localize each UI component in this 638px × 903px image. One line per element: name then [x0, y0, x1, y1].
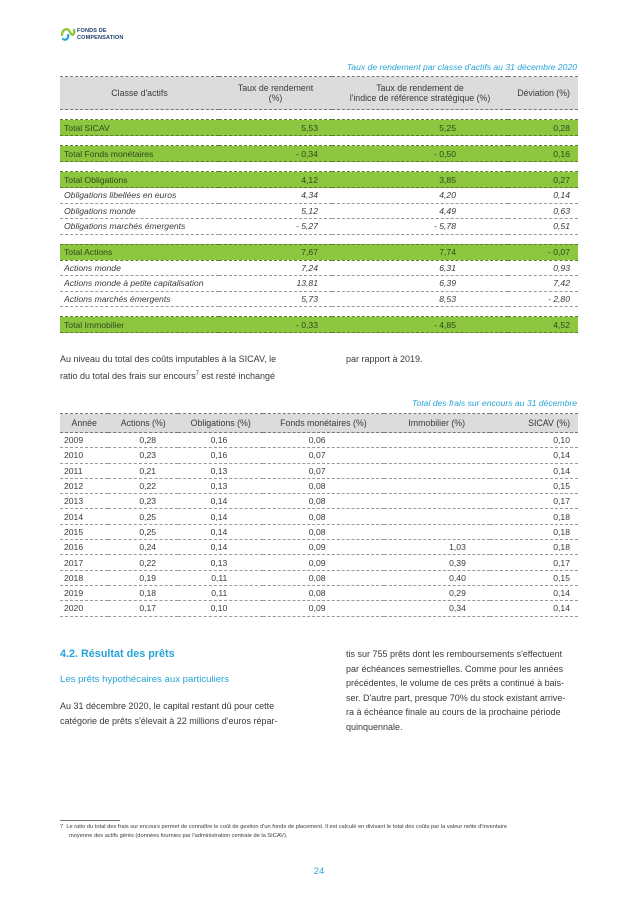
table-row: Total Immobilier - 0,33 - 4,85 4,52 [60, 317, 578, 333]
table2-caption: Total des frais sur encours au 31 décembre [412, 398, 577, 408]
table-cell: 2013 [60, 494, 108, 509]
table-cell: 0,18 [490, 509, 578, 524]
table-cell [384, 463, 490, 478]
table-row [60, 463, 578, 478]
table-cell: 0,14 [178, 524, 263, 539]
paragraph-loans-left: Au 31 décembre 2020, le capital restant dû pour cette catégorie de prêts s'élevait à 22 millions d'euros répar- [60, 701, 278, 726]
table-cell: 0,14 [490, 601, 578, 616]
table-cell [384, 478, 490, 493]
table-cell: 0,29 [384, 585, 490, 600]
footnote-ref: 7 [195, 370, 199, 377]
table-row [60, 478, 578, 493]
table-cell: 0,13 [178, 478, 263, 493]
section-title: 4.2. Résultat des prêts [60, 648, 175, 660]
table-row [60, 433, 578, 448]
table-row: Total Actions 7,67 7,74 - 0,07 [60, 244, 578, 260]
table-cell: 0,25 [108, 524, 178, 539]
table-row [60, 601, 578, 616]
table-header-row [60, 77, 578, 110]
table-cell [384, 448, 490, 463]
header-bonds: Obligations (%) [178, 414, 263, 433]
table-cell: 0,16 [178, 433, 263, 448]
footnote: 7 Le ratio du total des frais sur encours permet de connaître le coût de gestion d'un fonds de placement. Il est calculé en divisant le total des coûts par la valeur nette d'inventaire moyenne des actifs gérés (données fournies par l'administration centrale de la SICAV). [60, 824, 508, 839]
header-real-estate: Immobilier (%) [384, 414, 490, 433]
table-cell: 2009 [60, 433, 108, 448]
table-cell: 0,14 [490, 448, 578, 463]
table-cell: 2014 [60, 509, 108, 524]
header-equities: Actions (%) [108, 414, 178, 433]
table-cell: 2015 [60, 524, 108, 539]
table-cell: 0,18 [490, 540, 578, 555]
table-cell: 0,14 [490, 585, 578, 600]
table-row: Actions monde à petite capitalisation 13,81 6,39 7,42 [60, 276, 578, 292]
table-row [60, 570, 578, 585]
table-cell: 0,08 [263, 524, 383, 539]
paragraph-costs-left: Au niveau du total des coûts imputables à la SICAV, le ratio du total des frais sur encours$^7$ est resté inchangé [60, 354, 277, 381]
table-cell: 0,40 [384, 570, 490, 585]
logo-text: FONDS DE COMPENSATION [77, 28, 124, 41]
table-cell: 0,13 [178, 555, 263, 570]
table-row: Actions monde 7,24 6,31 0,93 [60, 260, 578, 276]
table-row: Obligations monde 5,12 4,49 0,63 [60, 203, 578, 219]
table-cell: 0,23 [108, 494, 178, 509]
header-sicav: SICAV (%) [490, 414, 578, 433]
table-cell: 0,23 [108, 448, 178, 463]
table-cell: 2016 [60, 540, 108, 555]
table-cell [384, 524, 490, 539]
table-cell: 0,08 [263, 478, 383, 493]
table-cell: 0,21 [108, 463, 178, 478]
table-cell: 0,15 [490, 478, 578, 493]
footnote-number: 7 [60, 824, 64, 830]
table-row [60, 585, 578, 600]
table-row [60, 555, 578, 570]
table-cell: 2012 [60, 478, 108, 493]
table-cell: 0,16 [178, 448, 263, 463]
table-row: Total Fonds monétaires - 0,34 - 0,50 0,16 [60, 146, 578, 162]
table-cell: 2018 [60, 570, 108, 585]
table-cell: 0,08 [263, 509, 383, 524]
table-cell: 0,13 [178, 463, 263, 478]
table-cell: 2010 [60, 448, 108, 463]
table-cell: 0,39 [384, 555, 490, 570]
table-cell: 0,17 [108, 601, 178, 616]
table-row: Total Obligations 4,12 3,85 0,27 [60, 172, 578, 188]
table-cell: 0,06 [263, 433, 383, 448]
table-cell: 0,15 [490, 570, 578, 585]
subsection-title: Les prêts hypothécaires aux particuliers [60, 674, 230, 685]
table-cell: 0,14 [178, 540, 263, 555]
table-cell: 0,34 [384, 601, 490, 616]
table-cell: 0,11 [178, 585, 263, 600]
table-cell: 0,08 [263, 570, 383, 585]
table-cell: 2017 [60, 555, 108, 570]
page-number: 24 [313, 866, 325, 877]
table-cell: 0,07 [263, 463, 383, 478]
header-return: Taux de rendement (%) [219, 77, 332, 110]
header-asset-class: Classe d'actifs [60, 77, 219, 110]
table-cell: 0,22 [108, 478, 178, 493]
table-row: Obligations libellées en euros 4,34 4,20 0,14 [60, 188, 578, 204]
table-cell: 0,09 [263, 555, 383, 570]
logo [60, 26, 140, 48]
table-row: Obligations marchés émergents - 5,27 - 5,78 0,51 [60, 219, 578, 235]
table-cell: 0,07 [263, 448, 383, 463]
table-row: Total SICAV 5,53 5,25 0,28 [60, 120, 578, 136]
logo-mark-icon [60, 26, 76, 42]
header-money-market: Fonds monétaires (%) [263, 414, 383, 433]
table-row: Actions marchés émergents 5,73 8,53 - 2,80 [60, 291, 578, 307]
table-cell: 0,18 [108, 585, 178, 600]
table-cell: 0,10 [178, 601, 263, 616]
table-cell: 0,08 [263, 585, 383, 600]
table-row [60, 524, 578, 539]
table-cell: 0,22 [108, 555, 178, 570]
table-cell [384, 494, 490, 509]
table-row [60, 494, 578, 509]
table-cell: 0,09 [263, 540, 383, 555]
table-cell: 0,14 [178, 494, 263, 509]
paragraph-loans-right: tis sur 755 prêts dont les remboursements s'effectuent par échéances semestrielles. Comme pour les années précédentes, le volume de ces prêts a continué à bais- ser. D'autre part, presque 70% du stock existant arrive- ra à échéance finale au cours de la prochaine période quinquennale. [346, 649, 566, 732]
table-cell: 0,17 [490, 494, 578, 509]
table-cell: 0,14 [490, 463, 578, 478]
table-cell [384, 433, 490, 448]
table-cell: 0,25 [108, 509, 178, 524]
table-cell: 0,14 [178, 509, 263, 524]
table-cell: 2020 [60, 601, 108, 616]
table-cell [384, 509, 490, 524]
table-cell: 2019 [60, 585, 108, 600]
table-cell: 0,19 [108, 570, 178, 585]
table-row [60, 509, 578, 524]
table-row [60, 448, 578, 463]
table-cell: 2011 [60, 463, 108, 478]
table-header-row [60, 414, 578, 433]
paragraph-costs-right: par rapport à 2019. [346, 354, 423, 364]
table-row [60, 540, 578, 555]
table-cell: 0,11 [178, 570, 263, 585]
footnote-divider [60, 820, 120, 821]
table-cell: 1,03 [384, 540, 490, 555]
total-expense-ratio-table [60, 413, 578, 617]
table-cell: 0,10 [490, 433, 578, 448]
table-cell: 0,08 [263, 494, 383, 509]
table-cell: 0,28 [108, 433, 178, 448]
table-cell: 0,17 [490, 555, 578, 570]
return-by-asset-class-table [60, 76, 578, 333]
table1-caption: Taux de rendement par classe d'actifs au 31 décembre 2020 [346, 62, 577, 72]
header-benchmark-return: Taux de rendement de l'indice de référence stratégique (%) [332, 77, 508, 110]
header-deviation: Déviation (%) [508, 77, 578, 110]
table-cell: 0,18 [490, 524, 578, 539]
header-year: Année [60, 414, 108, 433]
table-cell: 0,09 [263, 601, 383, 616]
table-cell: 0,24 [108, 540, 178, 555]
